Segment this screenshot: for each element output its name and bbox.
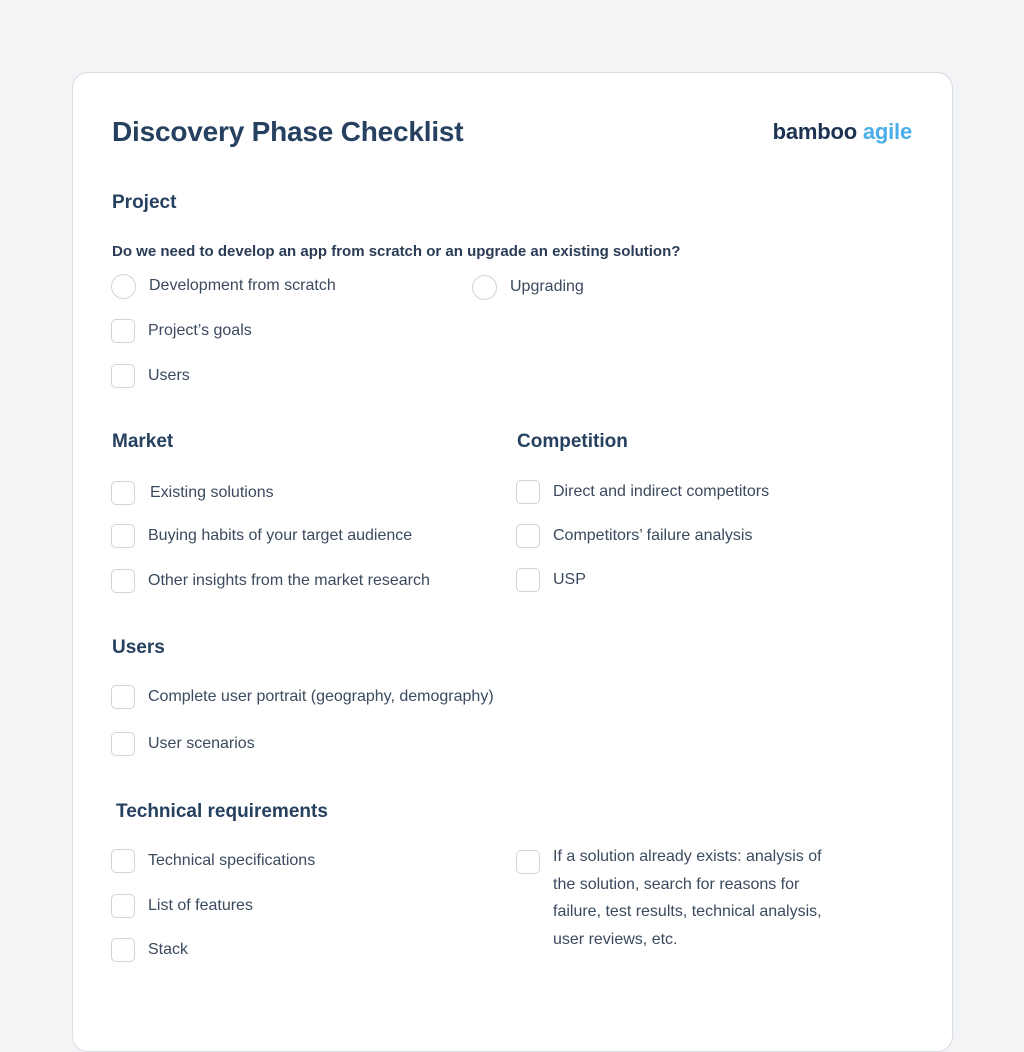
project-question: Do we need to develop an app from scratch or an upgrade an existing solution?: [112, 243, 681, 260]
checkbox-label: Direct and indirect competitors: [553, 483, 770, 500]
checkbox-complete-user-portrait[interactable]: [111, 684, 494, 710]
checkbox-direct-indirect-competitors[interactable]: [516, 479, 769, 505]
checkbox-usp[interactable]: [516, 567, 586, 593]
checkbox[interactable]: [111, 732, 135, 756]
checkbox-other-insights[interactable]: [111, 568, 430, 594]
checkbox[interactable]: [111, 481, 135, 505]
checkbox-existing-solution-analysis[interactable]: [516, 850, 843, 953]
checkbox-label: Competitors’ failure analysis: [553, 527, 753, 544]
checkbox-projects-goals[interactable]: [111, 318, 252, 344]
checkbox-list-of-features[interactable]: [111, 893, 253, 919]
checkbox[interactable]: [111, 569, 135, 593]
section-heading-project: Project: [112, 192, 177, 213]
checkbox[interactable]: [111, 938, 135, 962]
section-heading-users: Users: [112, 637, 165, 658]
radio-label: Upgrading: [510, 278, 584, 295]
checkbox[interactable]: [516, 850, 540, 874]
checkbox-label: Project’s goals: [148, 322, 252, 339]
checkbox-label: Users: [148, 367, 190, 384]
checkbox-label: Existing solutions: [150, 484, 274, 501]
checkbox-label: Technical specifications: [148, 852, 316, 869]
radio-development-from-scratch[interactable]: [111, 273, 336, 299]
radio-upgrading[interactable]: [472, 274, 584, 300]
checklist-card: [72, 72, 953, 1052]
checkbox-buying-habits[interactable]: [111, 523, 412, 549]
brand-logo-part2: agile: [862, 119, 912, 144]
brand-logo: [773, 119, 912, 145]
checkbox[interactable]: [516, 568, 540, 592]
page-title: Discovery Phase Checklist: [112, 116, 464, 147]
checkbox-label: List of features: [148, 897, 253, 914]
brand-logo-part1: bamboo: [772, 119, 857, 144]
checkbox-existing-solutions[interactable]: [111, 480, 274, 506]
checkbox-label: User scenarios: [148, 735, 255, 752]
checkbox[interactable]: [111, 849, 135, 873]
checkbox-label: Buying habits of your target audience: [148, 527, 413, 544]
checkbox-label: USP: [553, 571, 586, 588]
radio-label: Development from scratch: [149, 277, 336, 294]
checkbox-users[interactable]: [111, 363, 190, 389]
checkbox[interactable]: [111, 524, 135, 548]
checkbox-label: Complete user portrait (geography, demography): [148, 688, 494, 705]
radio-button[interactable]: [472, 275, 497, 300]
checkbox-stack[interactable]: [111, 937, 188, 963]
section-heading-market: Market: [112, 431, 174, 452]
checkbox[interactable]: [111, 364, 135, 388]
section-heading-competition: Competition: [517, 431, 628, 452]
checkbox-label: Other insights from the market research: [148, 572, 430, 589]
checkbox[interactable]: [516, 524, 540, 548]
checkbox-user-scenarios[interactable]: [111, 731, 255, 757]
checkbox[interactable]: [516, 480, 540, 504]
section-heading-technical-requirements: Technical requirements: [116, 801, 328, 822]
checkbox-label: Stack: [148, 941, 189, 958]
checkbox-technical-specifications[interactable]: [111, 848, 315, 874]
checkbox[interactable]: [111, 319, 135, 343]
checkbox-competitors-failure-analysis[interactable]: [516, 523, 752, 549]
checkbox[interactable]: [111, 685, 135, 709]
radio-button[interactable]: [111, 274, 136, 299]
checkbox-label: If a solution already exists: analysis of the solution, search for reasons for failure, test results, technical analysis, user reviews, etc.: [553, 848, 822, 948]
checkbox[interactable]: [111, 894, 135, 918]
